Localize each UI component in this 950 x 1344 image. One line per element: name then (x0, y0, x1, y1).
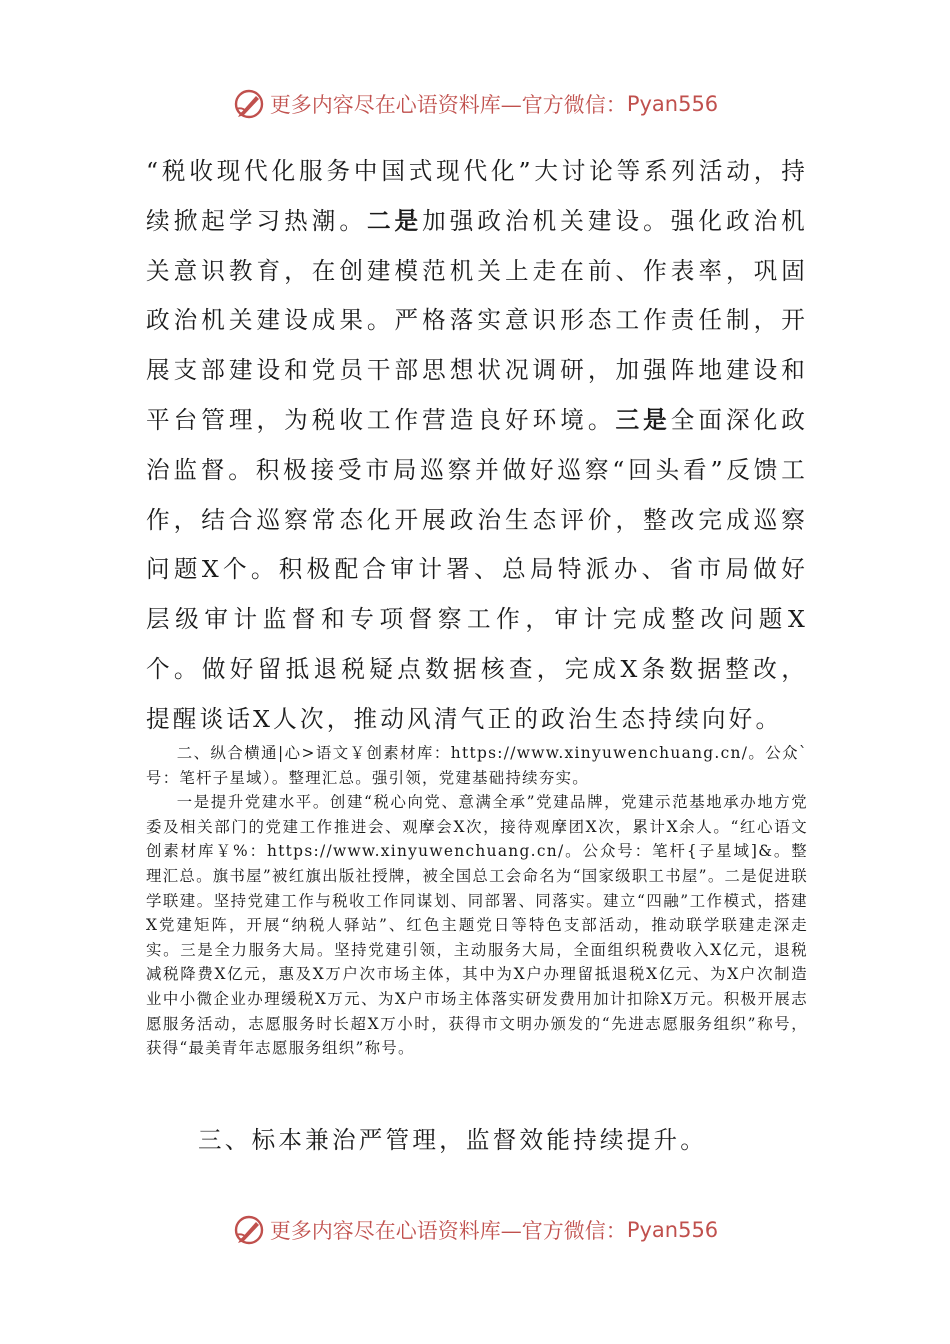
pen-logo-icon (232, 87, 266, 121)
section-two-heading: 二、纵合横通|心>语文￥创素材库：https://www.xinyuwenchuang.cn/。公众`号：笔杆子星域）。整理汇总。强引领，党建基础持续夯实。 (146, 744, 808, 787)
section-two-body: 一是提升党建水平。创建“税心向党、意满全承”党建品牌，党建示范基地承办地方党委及相关部门的党建工作推进会、观摩会X次，接待观摩团X次，累计X余人。“红心语文创素材库￥%：https://www.xinyuwenchuang.cn/。公众号：笔杆{子星域]&。整理汇总。旗书屋”被红旗出版社授牌，被全国总工会命名为“国家级职工书屋”。二是促进联学联建。坚持党建工作与税收工作同谋划、同部署、同落实。建立“四融”工作模式，搭建X党建矩阵，开展“纳税人驿站”、红色主题党日等特色支部活动，推动联学联建走深走实。三是全力服务大局。坚持党建引领，主动服务大局，全面组织税费收入X亿元，退税减税降费X亿元，惠及X万户次市场主体，其中为X户办理留抵退税X亿元、为X户次制造业中小微企业办理缓税X万元、为X户市场主体落实研发费用加计扣除X万元。积极开展志愿服务活动，志愿服务时长超X万小时，获得市文明办颁发的“先进志愿服务组织”称号，获得“最美青年志愿服务组织”称号。 (146, 793, 808, 1058)
footer-banner (0, 1210, 950, 1250)
header-banner (0, 84, 950, 124)
bold-lead: 三是 (615, 405, 671, 434)
section-three-heading: 三、标本兼治严管理，监督效能持续提升。 (198, 1126, 708, 1154)
banner-text: 更多内容尽在心语资料库—官方微信： (269, 1219, 627, 1243)
banner-wechat-id: Pyan556 (626, 1218, 719, 1242)
main-paragraph (146, 147, 808, 745)
bold-lead: 二是 (366, 206, 423, 235)
text-run: 加强政治机关建设。强化政治机关意识教育，在创建模范机关上走在前、作表率，巩固政治机关建设成果。严格落实意识形态工作责任制，开展支部建设和党员干部思想状况调研，加强阵地建设和平台管理，为税收工作营造良好环境。 (146, 206, 808, 434)
text-run: “税收现代化服务中国式现代化”大讨论等系列活动，持续掀起学习热潮。 (146, 157, 808, 235)
pen-logo-icon (232, 1213, 266, 1247)
banner-text: 更多内容尽在心语资料库—官方微信： (269, 93, 627, 117)
text-run: 全面深化政治监督。积极接受市局巡察并做好巡察“回头看”反馈工作，结合巡察常态化开展政治生态评价，整改完成巡察问题X个。积极配合审计署、总局特派办、省市局做好层级审计监督和专项督察工作，审计完成整改问题X个。做好留抵退税疑点数据核查，完成X条数据整改，提醒谈话X人次，推动风清气正的政治生态持续向好。 (146, 405, 808, 733)
banner-wechat-id: Pyan556 (626, 92, 719, 116)
small-text-block (146, 741, 808, 1061)
